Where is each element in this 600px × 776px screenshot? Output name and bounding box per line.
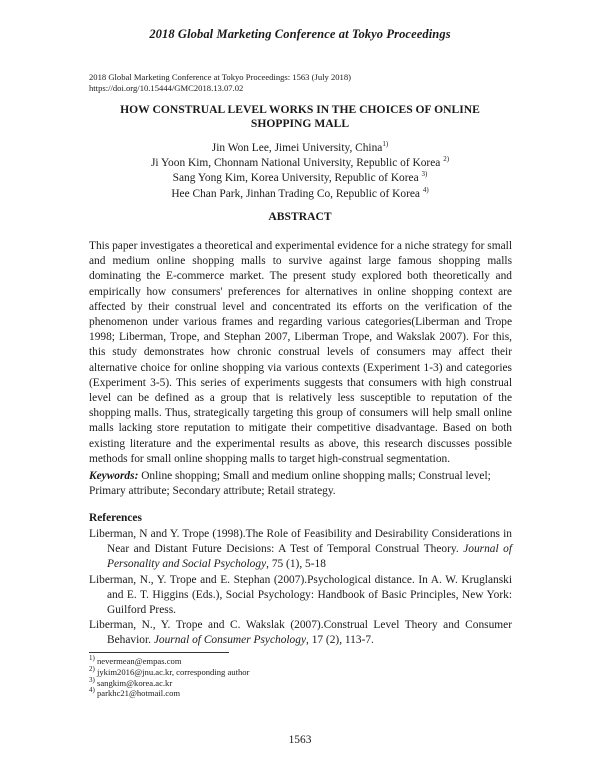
reference-text: , 75 (1), 5-18: [266, 558, 326, 571]
abstract-heading: ABSTRACT: [268, 210, 332, 223]
citation-line: 2018 Global Marketing Conference at Tokyo Proceedings: 1563 (July 2018): [89, 72, 352, 82]
reference-journal: Journal of Consumer Psychology: [153, 634, 306, 647]
reference-list: [89, 527, 512, 649]
footnote-mark: 1): [89, 654, 95, 663]
author-line: [60, 187, 540, 202]
footnote-item: [89, 688, 249, 699]
author-footnote-mark: 2): [443, 155, 450, 164]
author-text: Ji Yoon Kim, Chonnam National University, Republic of Korea: [150, 157, 441, 170]
reference-journal: Journal of Personality and Social Psychology: [107, 543, 512, 571]
keywords-paragraph: [89, 469, 512, 499]
references-heading: References: [89, 512, 142, 524]
footnote-mark: 4): [89, 686, 95, 695]
footnote-email[interactable]: jykim2016@jnu.ac.kr, corresponding author: [97, 666, 250, 677]
title-line: HOW CONSTRUAL LEVEL WORKS IN THE CHOICES OF ONLINE: [120, 103, 480, 116]
running-header: 2018 Global Marketing Conference at Tokyo Proceedings: [149, 27, 451, 41]
title-line: SHOPPING MALL: [250, 117, 350, 130]
footnote-mark: 3): [89, 675, 95, 684]
doi-link[interactable]: https://doi.org/10.15444/GMC2018.13.07.02: [89, 83, 244, 93]
reference-text: Liberman, N., Y. Trope and C. Wakslak (2007).Construal Level Theory and Consumer Behavior.: [89, 619, 512, 647]
author-line: [60, 171, 540, 186]
footnote-email[interactable]: sangkim@korea.ac.kr: [97, 677, 173, 688]
author-text: Hee Chan Park, Jinhan Trading Co, Republic of Korea: [171, 187, 420, 200]
citation-block: [89, 72, 351, 94]
reference-item: [89, 618, 512, 648]
footnote-item: [89, 656, 249, 667]
author-footnote-mark: 3): [421, 170, 428, 179]
author-text: Sang Yong Kim, Korea University, Republic of Korea: [172, 172, 419, 185]
footnote-list: [89, 656, 249, 699]
footnote-item: [89, 675, 249, 689]
author-line: [60, 156, 540, 171]
footnote-email[interactable]: nevermean@empas.com: [97, 656, 182, 666]
paper-title: [60, 103, 540, 131]
author-text: Jin Won Lee, Jimei University, China: [211, 142, 383, 154]
footnote-mark: 2): [89, 664, 95, 673]
keywords-label: Keywords:: [89, 470, 139, 482]
reference-item: [89, 527, 512, 573]
abstract-body: This paper investigates a theoretical and experimental evidence for a niche strategy for small and medium online shopping malls to survive against large famous shopping malls dominating the E-commerce market. The present study explored both theoretically and empirically how consumers' preferences for alternatives in online shopping context are affected by their construal level and concentrated its efforts on the verification of the phenomenon under various frames and regarding various categories(Liberman and Trope 1998; Liberman, Trope, and Stephan 2007, Liberman Trope, and Wakslak 2007). For this, this study demonstrates how chronic construal levels of consumers may affect their alternative choice for online shopping via various contexts (Experiment 1-3) and categories (Experiment 3-5). This series of experiments suggests that consumers with high construal level can be defined as a group that is relatively less susceptible to reputation of the shopping malls. Thus, strategically targeting this group of consumers will help small online malls lacking store reputation to mitigate their competitive disadvantage. Based on both existing literature and the experimental results as above, this research discusses possible methods for small online shopping malls to target high-construal segmentation.: [89, 240, 512, 465]
footnote-item: [89, 664, 250, 678]
reference-text: , 17 (2), 113-7.: [306, 634, 374, 647]
reference-text: Liberman, N., Y. Trope and E. Stephan (2007).Psychological distance. In A. W. Kruglanski and E. T. Higgins (Eds.), Social Psychology: Handbook of Basic Principles, New York: Guilford Press.: [89, 573, 512, 617]
footnote-email[interactable]: parkhc21@hotmail.com: [97, 688, 181, 699]
keywords-text: Online shopping; Small and medium online shopping malls; Construal level; Primary attribute; Secondary attribute; Retail strategy.: [89, 470, 491, 498]
page-number: 1563: [288, 734, 312, 746]
author-footnote-mark: 4): [422, 185, 429, 194]
footnote-divider: [89, 652, 229, 653]
author-line: [60, 141, 540, 156]
author-list: [60, 141, 540, 202]
reference-item: [89, 573, 512, 619]
reference-text: Liberman, N and Y. Trope (1998).The Role of Feasibility and Desirability Considerations in Near and Distant Future Decisions: A Test of Temporal Construal Theory.: [89, 528, 512, 556]
author-footnote-mark: 1): [382, 140, 389, 149]
